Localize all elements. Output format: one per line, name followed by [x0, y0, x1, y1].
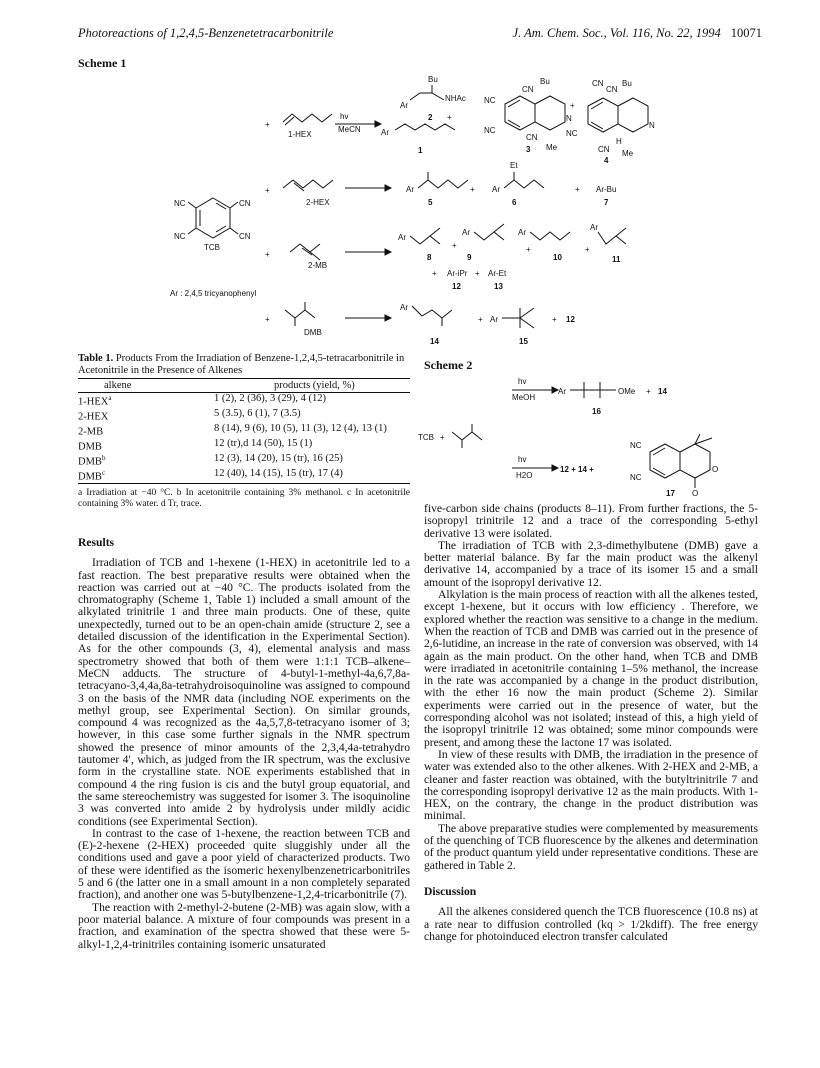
results-paragraph-2: In contrast to the case of 1-hexene, the reaction between TCB and (E)-2-hexene (2-HEX) proceeded quite sluggishly under all the conditions used and gave a poor yield of characterized products. Two of these were identified as the isomeric hexenylbenzenetricarbonitriles 5 and 6 (the latter one in a small amount in a non completely separated fraction), and another one was 5-butylbenzene-1,2,4-tricarbonitrile (7).	[78, 826, 410, 902]
label-14: 14	[430, 337, 439, 346]
label-6: 6	[512, 198, 517, 207]
s2-tcb: TCB	[418, 433, 434, 442]
scheme2-title: Scheme 2	[424, 358, 473, 372]
label-11: 11	[612, 255, 621, 264]
lactone-17	[630, 434, 718, 498]
table-cell-alkene: 2-HEX	[78, 411, 109, 423]
table-cell-products: 12 (3), 14 (20), 15 (tr), 16 (25)	[214, 453, 343, 464]
nhac-2: NHAc	[445, 94, 466, 103]
ar-note: Ar : 2,4,5 tricyanophenyl	[170, 289, 257, 298]
table1-header-alkene: alkene	[78, 379, 214, 393]
s2-meoh: MeOH	[512, 393, 536, 402]
plus-6: +	[575, 185, 580, 194]
cn-3a: CN	[522, 85, 534, 94]
s2-h2o: H2O	[516, 471, 533, 480]
label-4: 4	[604, 156, 609, 165]
plus-2: +	[447, 113, 452, 122]
label-2: 2	[428, 113, 433, 122]
right-paragraph-5: The above preparative studies were complemented by measurements of the quenching of TCB fluorescence by the alkenes and determination of the product quantum yield under representative conditions. These are gathered in Table 2.	[424, 821, 758, 872]
tcb-cn-top: CN	[239, 199, 251, 208]
label-1: 1	[418, 146, 423, 155]
dmb-label: DMB	[304, 328, 322, 337]
plus-5: +	[470, 185, 475, 194]
ar-11: Ar	[590, 223, 598, 232]
table1-footnote: a Irradiation at −40 °C. b In acetonitrile containing 3% methanol. c In acetonitrile containing 3% water. d Tr, trace.	[78, 488, 410, 509]
scheme1-title: Scheme 1	[78, 56, 127, 70]
ar-10: Ar	[518, 228, 526, 237]
table1-caption: Table 1. Products From the Irradiation of Benzene-1,2,4,5-tetracarbonitrile in Acetonitrile in the Presence of Alkenes	[78, 353, 405, 376]
s2-label-14: 14	[658, 387, 667, 396]
nc-3b: NC	[484, 126, 496, 135]
nc-3a: NC	[484, 96, 496, 105]
plus-14: +	[478, 315, 483, 324]
hex1-label: 1-HEX	[288, 130, 312, 139]
cn-4a: CN	[592, 79, 604, 88]
ar-et-13: Ar-Et	[488, 269, 507, 278]
s2-o-carbonyl: O	[692, 489, 699, 498]
header-title: Photoreactions of 1,2,4,5-Benzenetetracarbonitrile	[78, 26, 334, 40]
me-4: Me	[622, 149, 634, 158]
bu-3: Bu	[540, 77, 550, 86]
right-paragraph-1: five-carbon side chains (products 8–11). From further fractions, the 5-isopropyl trinitrile 12 and a trace of the corresponding 5-ethyl derivative 13 were isolated.	[424, 502, 758, 540]
ar-ipr-12: Ar-iPr	[447, 269, 468, 278]
ar-8: Ar	[398, 233, 406, 242]
ar-6: Ar	[492, 185, 500, 194]
label-8: 8	[427, 253, 432, 262]
table-cell-products: 8 (14), 9 (6), 10 (5), 11 (3), 12 (4), 13 (1)	[214, 423, 387, 434]
discussion-paragraph-1: All the alkenes considered quench the TCB fluorescence (10.8 ns) at a rate near to diffusion controlled (kq > 1/2kdiff). The free energy change for photoinduced electron transfer calculated	[424, 905, 758, 943]
ar-1: Ar	[381, 128, 389, 137]
tcb-label: TCB	[204, 243, 220, 252]
s2-label-16: 16	[592, 407, 601, 416]
n-3: N	[566, 114, 572, 123]
label-7: 7	[604, 198, 609, 207]
right-paragraph-2: The irradiation of TCB with 2,3-dimethylbutene (DMB) gave a better material balance. By far the main product was the alkenyl derivative 14, accompanied by a trace of its isomer 15 and a small amount of the isopropyl derivative 12.	[424, 538, 758, 589]
plus-9: +	[526, 245, 531, 254]
results-paragraph-1: Irradiation of TCB and 1-hexene (1-HEX) in acetonitrile led to a fast reaction. The best preparative results were obtained when the reaction was carried out at −40 °C. The products isolated from the chromatography (Scheme 1, Table 1) included a small amount of the alkylated trinitrile 1 and three main products. One of these, quite unexpectedly, turned out to be an open-chain amide (structure 2, see a detailed discussion of the identification in the Experimental Section). As for the other compounds (3, 4), elemental analysis and mass spectrometry showed that both of them were 1:1:1 TCB–alkene–MeCN adducts. The structure of 4-butyl-1-methyl-4a,6,7,8a-tetracyano-3,4,4a,8a-tetrahydroisoquinoline was assigned to compound 3 on the basis of the NMR data (including NOE experiments on the methyl group, see Experimental Section). On similar grounds, compound 4 was recognized as the 4a,5,7,8-tetracyano isomer of 3; however, in this case some further signals in the NMR spectrum showed the presence of minor amounts of the 2,3,4,4a-tetrahydro tautomer 4′, which, as judged from the IR spectrum, was the exclusive form in the crystalline state. NOE experiments established that in compound 4 the ring fusion is cis and the butyl group equatorial, and the same stereochemistry was suggested for isomer 3. The isoquinoline 3 was converted into amide 2 by hydrolysis under mildly acidic conditions (see Experimental Section).	[78, 556, 410, 828]
plus-dmb: +	[265, 315, 270, 324]
results-heading: Results	[78, 536, 115, 549]
ar-9: Ar	[462, 228, 470, 237]
s2-hv-2: hv	[518, 455, 527, 464]
plus-3: +	[570, 101, 575, 110]
table-cell-products: 12 (40), 14 (15), 15 (tr), 17 (4)	[214, 468, 410, 484]
hex2-label: 2-HEX	[306, 198, 330, 207]
plus-12b: +	[475, 269, 480, 278]
results-paragraph-3: The reaction with 2-methyl-2-butene (2-MB) was again slow, with a poor material balance. A mixture of four compounds was present in a fraction, and examination of the spectra showed that these were 5-alkyl-1,2,4-trinitriles containing isomeric unsaturated	[78, 900, 410, 951]
plus-1hex: +	[265, 120, 270, 129]
header-journal: J. Am. Chem. Soc., Vol. 116, No. 22, 1994 10071	[512, 26, 762, 40]
cn-4b: CN	[606, 85, 618, 94]
label-9: 9	[467, 253, 472, 262]
plus-10: +	[585, 245, 590, 254]
table-cell-products: 1 (2), 2 (36), 3 (29), 4 (12)	[214, 393, 326, 404]
right-paragraph-3: Alkylation is the main process of reaction with all the alkenes tested, except 1-hexene, but it occurs with low efficiency . Therefore, we explored whether the reaction was sensitive to a change in the medium. When the reaction of TCB and DMB was carried out in the presence of 2,6-lutidine, an increase in the rate of conversion was observed, with 14 again as the main product. On the other hand, when TCB and DMB were irradiated in acetonitrile containing 1–5% methanol, the increase in the rate was accompanied by a change in the product distribution, with the ether 16 now the main product (Scheme 2). Similar experiments were carried out in the presence of water, but the corresponding alcohol was not isolated; instead of this, a high yield of the isopropyl trinitrile 12 was obtained; some minor compounds were present, and among these the lactone 17 was isolated.	[424, 588, 758, 749]
cn-3b: CN	[526, 133, 538, 142]
mb-label: 2-MB	[308, 261, 328, 270]
table-cell-products: 5 (3.5), 6 (1), 7 (3.5)	[214, 408, 301, 419]
me-3: Me	[546, 143, 558, 152]
label-10: 10	[553, 253, 562, 262]
table1-header-products: products (yield, %)	[214, 379, 410, 393]
s2-ar: Ar	[558, 387, 566, 396]
tcb-nc-bottom: NC	[174, 232, 186, 241]
tcb-nc-top: NC	[174, 199, 186, 208]
right-paragraph-4: In view of these results with DMB, the irradiation in the presence of water was extended also to the other alkenes. With 2-HEX and 2-MB, a cleaner and faster reaction was obtained, with the butyltrinitrile 7 and the corresponding isopropyl derivative 12 as the main products. With 1-HEX, on the contrary, the change in the product distribution was minimal.	[424, 747, 758, 823]
s2-nc-1: NC	[630, 441, 642, 450]
s2-o-ring: O	[712, 465, 719, 474]
s2-ome: OMe	[618, 387, 636, 396]
right-column	[424, 503, 758, 943]
hv-1: hv	[340, 112, 349, 121]
label-12: 12	[452, 282, 461, 291]
ar-5: Ar	[406, 185, 414, 194]
ar-15: Ar	[490, 315, 498, 324]
bu-2: Bu	[428, 75, 438, 84]
s2-plus2: +	[646, 387, 651, 396]
solvent-1: MeCN	[338, 125, 361, 134]
h-4: H	[616, 137, 622, 146]
table-cell-alkene: DMB$^c$	[78, 468, 214, 484]
label-5: 5	[428, 198, 433, 207]
table-cell-alkene: 1-HEX$^a$	[78, 394, 112, 408]
s2-hv-1: hv	[518, 377, 527, 386]
ar-bu-7: Ar-Bu	[596, 185, 617, 194]
s2-products: 12 + 14 +	[560, 465, 594, 474]
label-3: 3	[526, 145, 531, 154]
plus-15: +	[552, 315, 557, 324]
plus-2hex: +	[265, 186, 270, 195]
n-4: N	[649, 121, 655, 130]
discussion-heading: Discussion	[424, 884, 477, 898]
table-cell-alkene: 2-MB	[78, 426, 104, 438]
label-12b: 12	[566, 315, 575, 324]
table-cell-products: 12 (tr),d 14 (50), 15 (1)	[214, 438, 313, 449]
bu-4: Bu	[622, 79, 632, 88]
tcb-cn-bottom: CN	[239, 232, 251, 241]
s2-plus: +	[440, 433, 445, 442]
ar-2: Ar	[400, 101, 408, 110]
left-column	[78, 537, 410, 951]
plus-12a: +	[432, 269, 437, 278]
s2-label-17: 17	[666, 489, 675, 498]
ar-14: Ar	[400, 303, 408, 312]
label-15: 15	[519, 337, 528, 346]
et-6: Et	[510, 161, 518, 170]
plus-2mb: +	[265, 250, 270, 259]
label-13: 13	[494, 282, 503, 291]
table-cell-alkene: DMB	[78, 441, 102, 453]
nc-4: NC	[566, 129, 578, 138]
cn-4c: CN	[598, 145, 610, 154]
s2-nc-2: NC	[630, 473, 642, 482]
scheme2-drawing	[0, 0, 820, 498]
table-cell-alkene: DMB$^b$	[78, 454, 106, 468]
plus-8: +	[452, 241, 457, 250]
page-number: 10071	[730, 26, 762, 40]
